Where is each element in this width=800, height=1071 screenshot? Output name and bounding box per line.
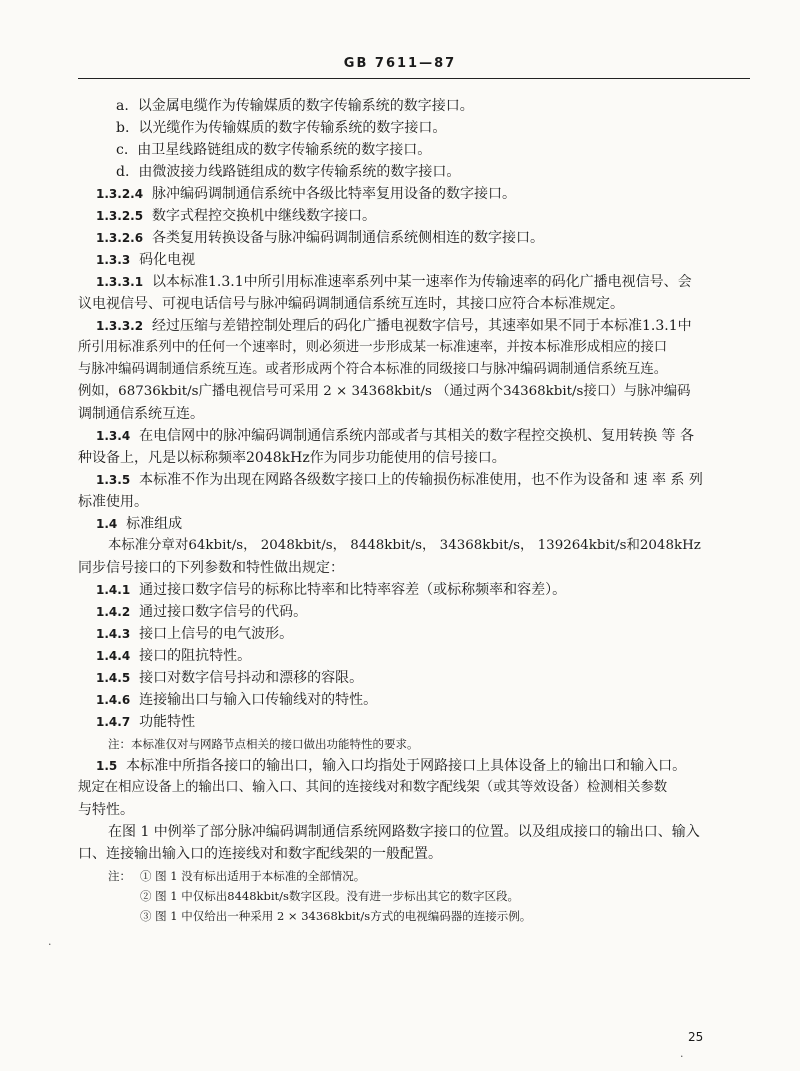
clause-1-3-5-line1: 1.3.5 本标准不作为出现在网路各级数字接口上的传输损伤标准使用，也不作为设备和 速 率 系 列 — [96, 472, 703, 488]
note-item-3: ③ 图 1 中仅给出一种采用 2 × 34368kbit/s方式的电视编码器的连接示例。 — [140, 909, 532, 923]
clause-1-4-2: 1.4.2 通过接口数字信号的代码。 — [96, 604, 308, 620]
header-rule — [78, 78, 750, 79]
list-item-c: c. 由卫星线路链组成的数字传输系统的数字接口。 — [116, 142, 432, 158]
clause-1-5-line5: 口、连接输出输入口的连接线对和数字配线架的一般配置。 — [78, 846, 442, 862]
page-number: 25 — [688, 1030, 704, 1044]
clause-1-5-line4: 在图 1 中例举了部分脉冲编码调制通信系统网路数字接口的位置。以及组成接口的输出口、输入 — [108, 824, 700, 840]
note-functional: 注：本标准仅对与网路节点相关的接口做出功能特性的要求。 — [108, 737, 419, 751]
scan-speck: · — [48, 938, 52, 951]
clause-1-3-3-1-line1: 1.3.3.1 以本标准1.3.1中所引用标准速率系列中某一速率作为传输速率的码化广播电视信号、会 — [96, 274, 692, 290]
list-item-d: d. 由微波接力线路链组成的数字传输系统的数字接口。 — [116, 164, 461, 180]
notes-label: 注： — [108, 869, 131, 883]
list-item-b: b. 以光缆作为传输媒质的数字传输系统的数字接口。 — [116, 120, 447, 136]
clause-1-4-5: 1.4.5 接口对数字信号抖动和漂移的容限。 — [96, 670, 364, 686]
clause-1-3-2-5: 1.3.2.5 数字式程控交换机中继线数字接口。 — [96, 208, 376, 224]
clause-1-3-3-1-line2: 议电视信号、可视电话信号与脉冲编码调制通信系统互连时，其接口应符合本标准规定。 — [78, 296, 624, 312]
clause-1-3-2-4: 1.3.2.4 脉冲编码调制通信系统中各级比特率复用设备的数字接口。 — [96, 186, 516, 202]
page-header-code: GB 7611—87 — [343, 56, 457, 71]
clause-1-4-4: 1.4.4 接口的阻抗特性。 — [96, 648, 252, 664]
clause-1-3-3-2-line3: 与脉冲编码调制通信系统互连。或者形成两个符合本标准的同级接口与脉冲编码调制通信系统互连。 — [78, 362, 668, 377]
clause-1-4-heading: 1.4 标准组成 — [96, 516, 183, 532]
clause-1-3-2-6: 1.3.2.6 各类复用转换设备与脉冲编码调制通信系统侧相连的数字接口。 — [96, 230, 544, 246]
list-item-a: a. 以金属电缆作为传输媒质的数字传输系统的数字接口。 — [116, 98, 474, 114]
clause-1-3-3-2-line1: 1.3.3.2 经过压缩与差错控制处理后的码化广播电视数字信号，其速率如果不同于本标准1.3.1中 — [96, 318, 692, 334]
clause-1-5-line3: 与特性。 — [78, 802, 134, 818]
clause-1-4-line2: 同步信号接口的下列参数和特性做出规定： — [78, 560, 344, 576]
clause-1-3-4-line1: 1.3.4 在电信网中的脉冲编码调制通信系统内部或者与其相关的数字程控交换机、复用转换 等 各 — [96, 428, 694, 444]
clause-1-3-3: 1.3.3 码化电视 — [96, 252, 196, 268]
clause-1-5-line2: 规定在相应设备上的输出口、输入口、其间的连接线对和数字配线架（或其等效设备）检测相关参数 — [78, 780, 668, 795]
clause-1-3-4-line2: 种设备上，凡是以标称频率2048kHz作为同步功能使用的信号接口。 — [78, 450, 506, 466]
clause-1-3-3-2-line2: 所引用标准系列中的任何一个速率时，则必须进一步形成某一标准速率，并按本标准形成相应的接口 — [78, 340, 668, 355]
clause-1-5-line1: 1.5 本标准中所指各接口的输出口，输入口均指处于网路接口上具体设备上的输出口和输入口。 — [96, 758, 687, 774]
scan-speck: · — [680, 1050, 684, 1063]
clause-1-4-6: 1.4.6 连接输出口与输入口传输线对的特性。 — [96, 692, 378, 708]
clause-1-4-1: 1.4.1 通过接口数字信号的标称比特率和比特率容差（或标称频率和容差）。 — [96, 582, 567, 598]
note-item-1: ① 图 1 没有标出适用于本标准的全部情况。 — [140, 869, 366, 883]
clause-1-3-3-2-line4: 例如，68736kbit/s广播电视信号可采用 2 × 34368kbit/s （通过两个34368kbit/s接口）与脉冲编码 — [78, 384, 691, 399]
clause-1-4-3: 1.4.3 接口上信号的电气波形。 — [96, 626, 294, 642]
clause-1-4-line1: 本标准分章对64kbit/s， 2048kbit/s， 8448kbit/s， 34368kbit/s， 139264kbit/s和2048kHz — [108, 538, 701, 553]
clause-1-4-7: 1.4.7 功能特性 — [96, 714, 196, 730]
clause-1-3-3-2-line5: 调制通信系统互连。 — [78, 406, 204, 422]
clause-1-3-5-line2: 标准使用。 — [78, 494, 148, 510]
note-item-2: ② 图 1 中仅标出8448kbit/s数字区段。没有进一步标出其它的数字区段。 — [140, 889, 519, 903]
